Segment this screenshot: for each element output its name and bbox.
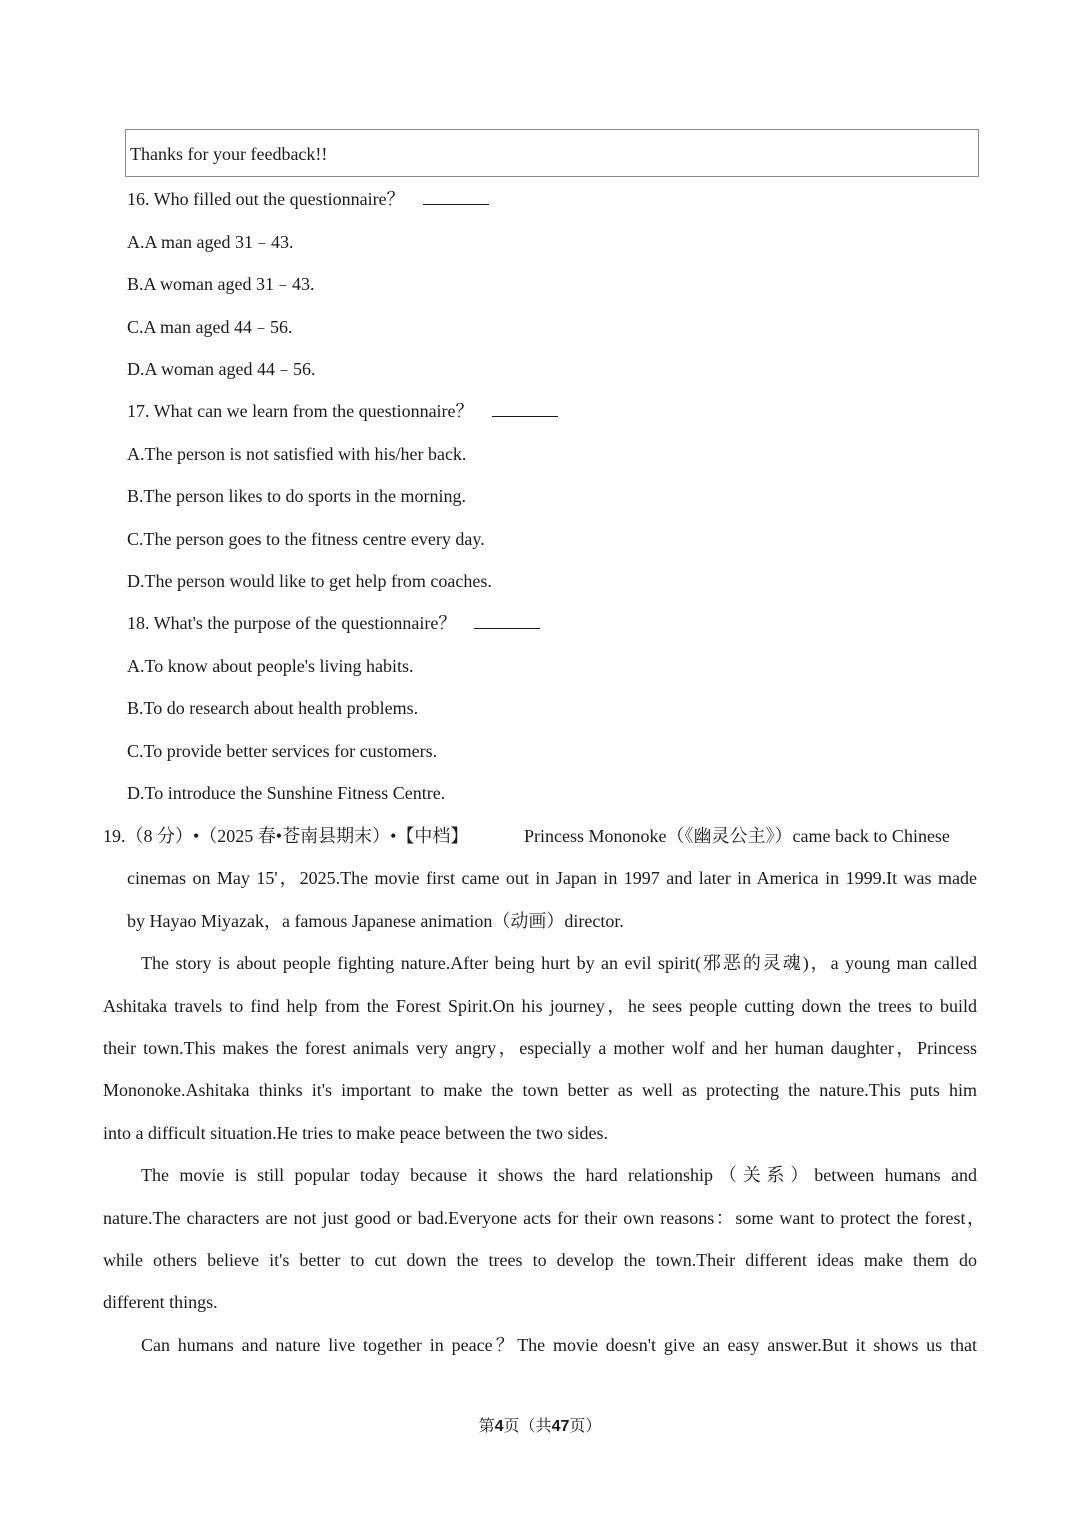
question-17-stem: 17. What can we learn from the questionnaire？: [127, 399, 558, 423]
answer-blank[interactable]: [423, 188, 489, 205]
paragraph-1-line-3: their town.This makes the forest animals very angry，especially a mother wolf and her human daughter，Princess: [103, 1038, 977, 1058]
question-19-intro-line-2: cinemas on May 15'，2025.The movie first came out in Japan in 1997 and later in America in 1999.It was made: [127, 868, 977, 888]
paragraph-2-line-1: The movie is still popular today because it shows the hard relationship（关系）between humans and: [141, 1165, 977, 1185]
question-17-option-d: D.The person would like to get help from coaches.: [127, 571, 492, 591]
paragraph-1-line-4: Mononoke.Ashitaka thinks it's important to make the town better as well as protecting the nature.This puts him: [103, 1080, 977, 1100]
paragraph-1-line-2: Ashitaka travels to find help from the Forest Spirit.On his journey，he sees people cutting down the trees to build: [103, 996, 977, 1016]
question-17-option-c: C.The person goes to the fitness centre every day.: [127, 529, 485, 549]
total-page-count: 47: [551, 1418, 570, 1435]
question-16-option-d: D.A woman aged 44﹣56.: [127, 359, 316, 379]
paragraph-2-line-4: different things.: [103, 1292, 218, 1312]
question-16-option-b: B.A woman aged 31﹣43.: [127, 274, 315, 294]
paragraph-1-line-1: The story is about people fighting nature.After being hurt by an evil spirit(邪恶的灵魂)，a young man called: [141, 953, 977, 973]
question-16-option-a: A.A man aged 31﹣43.: [127, 232, 294, 252]
question-18-stem: 18. What's the purpose of the questionnaire？: [127, 611, 540, 635]
question-18-option-d: D.To introduce the Sunshine Fitness Centre.: [127, 783, 446, 803]
paragraph-3-line-1: Can humans and nature live together in peace？The movie doesn't give an easy answer.But it shows us that: [141, 1335, 977, 1355]
question-18-option-b: B.To do research about health problems.: [127, 698, 419, 718]
page-footer: 第4页（共47页）: [478, 1418, 602, 1435]
current-page-number: 4: [494, 1418, 504, 1435]
question-16-stem: 16. Who filled out the questionnaire？: [127, 187, 489, 211]
answer-blank[interactable]: [474, 612, 540, 629]
question-16-option-c: C.A man aged 44﹣56.: [127, 317, 293, 337]
question-17-option-a: A.The person is not satisfied with his/her back.: [127, 444, 467, 464]
answer-blank[interactable]: [492, 400, 558, 417]
question-18-option-a: A.To know about people's living habits.: [127, 656, 414, 676]
question-17-option-b: B.The person likes to do sports in the morning.: [127, 486, 466, 506]
feedback-text: Thanks for your feedback!!: [130, 144, 328, 164]
question-19-header: 19.（8 分）•（2025 春•苍南县期末）•【中档】: [103, 826, 469, 846]
question-19-intro-line-3: by Hayao Miyazak，a famous Japanese animation（动画）director.: [127, 911, 624, 931]
question-19-intro-line-1: Princess Mononoke（《幽灵公主》）came back to Chinese: [524, 826, 950, 846]
paragraph-2-line-3: while others believe it's better to cut down the trees to develop the town.Their different ideas make them do: [103, 1250, 977, 1270]
paragraph-2-line-2: nature.The characters are not just good or bad.Everyone acts for their own reasons：some want to protect the forest，: [103, 1208, 985, 1228]
feedback-box: [125, 129, 979, 177]
question-18-option-c: C.To provide better services for customers.: [127, 741, 438, 761]
paragraph-1-line-5: into a difficult situation.He tries to make peace between the two sides.: [103, 1123, 609, 1143]
